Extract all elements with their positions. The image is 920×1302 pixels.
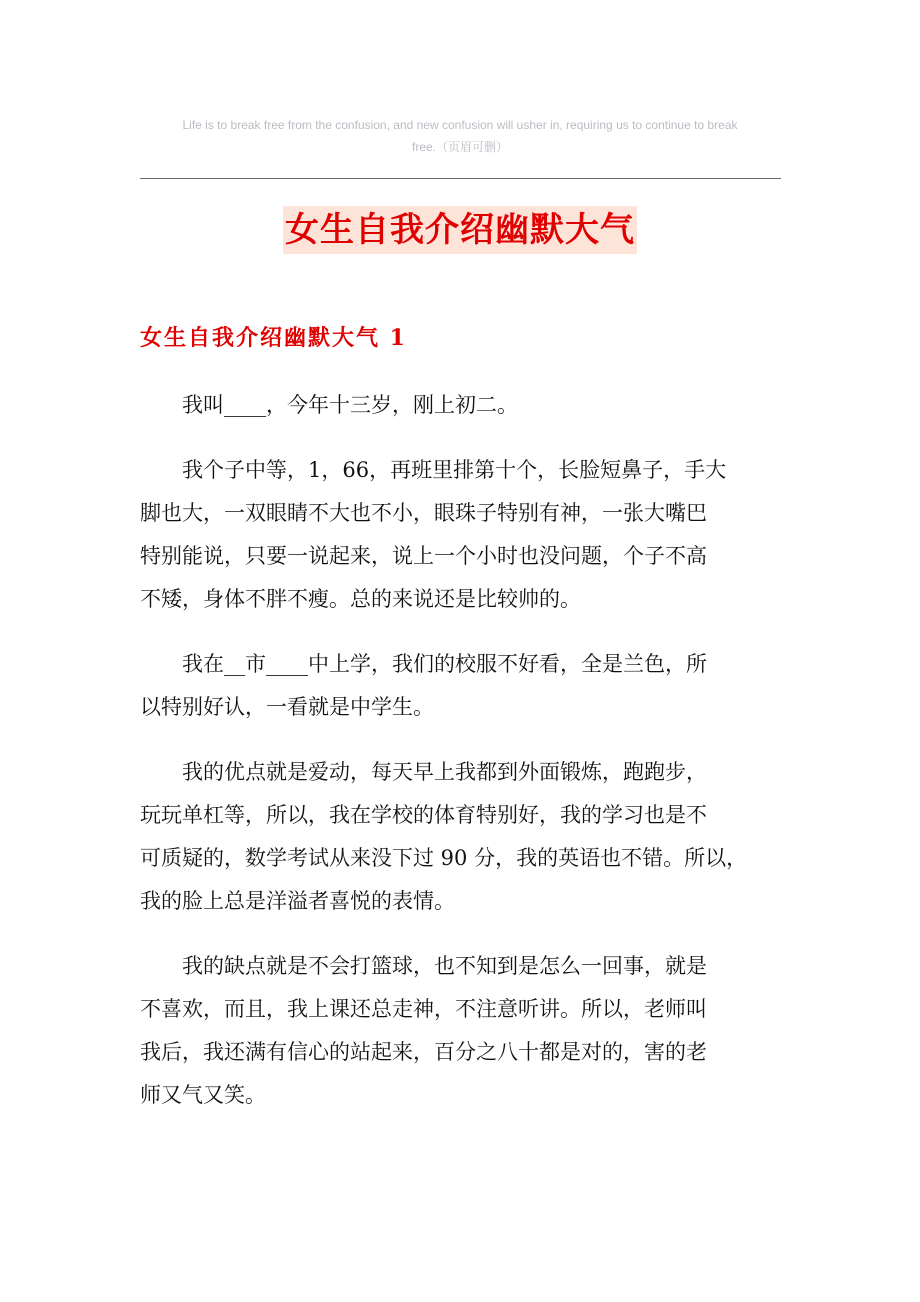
paragraph-line: 脚也大，一双眼睛不大也不小，眼珠子特别有神，一张大嘴巴 [140, 501, 707, 525]
paragraph-line: 我的脸上总是洋溢者喜悦的表情。 [140, 889, 455, 913]
paragraph-line: 我叫____，今年十三岁，刚上初二。 [182, 393, 518, 417]
body-text [140, 384, 790, 1139]
title-container [0, 206, 920, 254]
paragraph-line: 我的缺点就是不会打篮球，也不知到是怎么一回事，就是 [182, 954, 707, 978]
paragraph-line: 特别能说，只要一说起来，说上一个小时也没问题，个子不高 [140, 544, 707, 568]
body-paragraph [140, 449, 790, 621]
paragraph-line: 玩玩单杠等，所以，我在学校的体育特别好，我的学习也是不 [140, 803, 707, 827]
header-note-line-1: Life is to break free from the confusion, and new confusion will usher in, requiring us to continue to break [182, 118, 738, 132]
paragraph-line: 不喜欢，而且，我上课还总走神，不注意听讲。所以，老师叫 [140, 997, 707, 1021]
header-note-line-2: free.（页眉可删） [411, 140, 508, 154]
paragraph-line: 以特别好认，一看就是中学生。 [140, 695, 434, 719]
paragraph-line: 我在__市____中上学，我们的校服不好看，全是兰色，所 [182, 652, 707, 676]
paragraph-line: 我的优点就是爱动，每天早上我都到外面锻炼，跑跑步， [182, 760, 707, 784]
paragraph-line: 我个子中等，1，66，再班里排第十个，长脸短鼻子，手大 [182, 458, 727, 482]
body-paragraph [140, 945, 790, 1117]
paragraph-line: 我后，我还满有信心的站起来，百分之八十都是对的，害的老 [140, 1040, 707, 1064]
paragraph-line: 不矮，身体不胖不瘦。总的来说还是比较帅的。 [140, 587, 581, 611]
page-header-note [140, 114, 780, 158]
header-divider [140, 178, 781, 179]
body-paragraph [140, 751, 790, 923]
paragraph-line: 可质疑的，数学考试从来没下过 90 分，我的英语也不错。所以， [140, 846, 748, 870]
body-paragraph [140, 384, 790, 427]
section-heading: 女生自我介绍幽默大气 1 [140, 325, 407, 351]
body-paragraph [140, 643, 790, 729]
document-title: 女生自我介绍幽默大气 [283, 206, 637, 254]
paragraph-line: 师又气又笑。 [140, 1083, 266, 1107]
